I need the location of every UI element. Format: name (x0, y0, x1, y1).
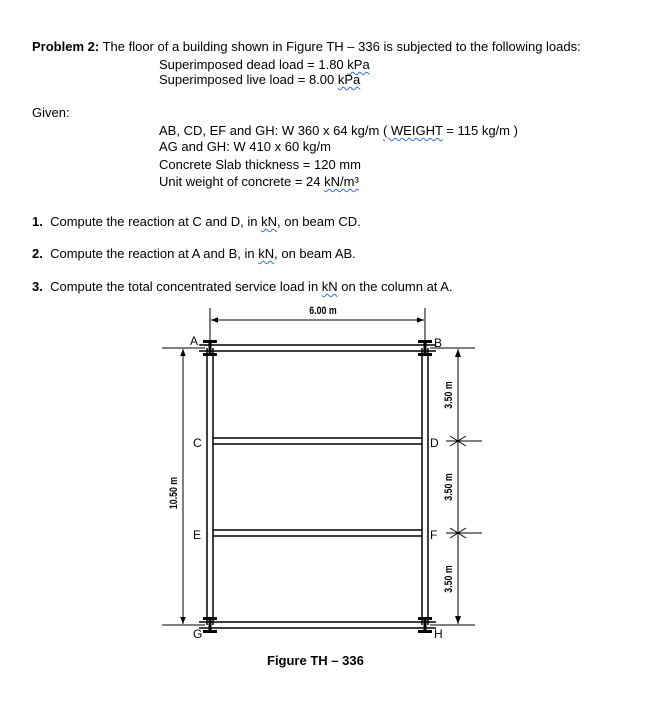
point-label-g: G (193, 627, 203, 641)
given-line-1: AB, CD, EF and GH: W 360 x 64 kg/m ( WEIGHT = 115 kg/m ) (159, 123, 518, 138)
beam-ef (213, 530, 422, 536)
point-label-c: C (193, 436, 202, 450)
column-a (203, 340, 217, 356)
beam-gh (199, 622, 436, 628)
spacing-dim-label-3: 3.50 m (443, 565, 456, 593)
dead-load-line: Superimposed dead load = 1.80 kPa (159, 57, 370, 72)
height-dimension (162, 348, 205, 625)
girder-bh (422, 348, 428, 625)
point-label-f: F (430, 528, 438, 542)
question-3: 3. Compute the total concentrated service load in kN on the column at A. (32, 279, 453, 294)
problem-label: Problem 2: (32, 39, 100, 54)
spacing-dim-label-1: 3.50 m (443, 381, 456, 409)
column-g (203, 617, 217, 633)
figure-caption: Figure TH – 336 (267, 653, 364, 668)
given-line-2: AG and GH: W 410 x 60 kg/m (159, 139, 331, 154)
point-label-b: B (434, 336, 443, 350)
column-h (418, 617, 432, 633)
point-label-a: A (190, 334, 199, 348)
beam-cd (213, 438, 422, 444)
point-label-d: D (430, 436, 439, 450)
width-dimension (210, 305, 425, 342)
given-label: Given: (32, 105, 70, 120)
spacing-dim-label-2: 3.50 m (443, 473, 456, 501)
question-1: 1. Compute the reaction at C and D, in kN, on beam CD. (32, 214, 361, 229)
height-dim-label: 10.50 m (168, 476, 181, 510)
spacing-dimension (430, 348, 482, 625)
column-b (418, 340, 432, 356)
beam-ab (199, 345, 436, 351)
question-2: 2. Compute the reaction at A and B, in kN, on beam AB. (32, 246, 356, 261)
girder-ag (207, 348, 213, 625)
given-line-4: Unit weight of concrete = 24 kN/m³ (159, 174, 359, 189)
live-load-line: Superimposed live load = 8.00 kPa (159, 72, 361, 87)
problem-intro: The floor of a building shown in Figure TH – 336 is subjected to the following loads: (102, 39, 581, 54)
given-line-3: Concrete Slab thickness = 120 mm (159, 157, 361, 172)
unit-kpa: kPa (347, 57, 370, 72)
unit-kpa: kPa (337, 72, 361, 87)
width-dim-label: 6.00 m (309, 305, 337, 318)
point-label-e: E (193, 528, 202, 542)
point-label-h: H (434, 627, 443, 641)
